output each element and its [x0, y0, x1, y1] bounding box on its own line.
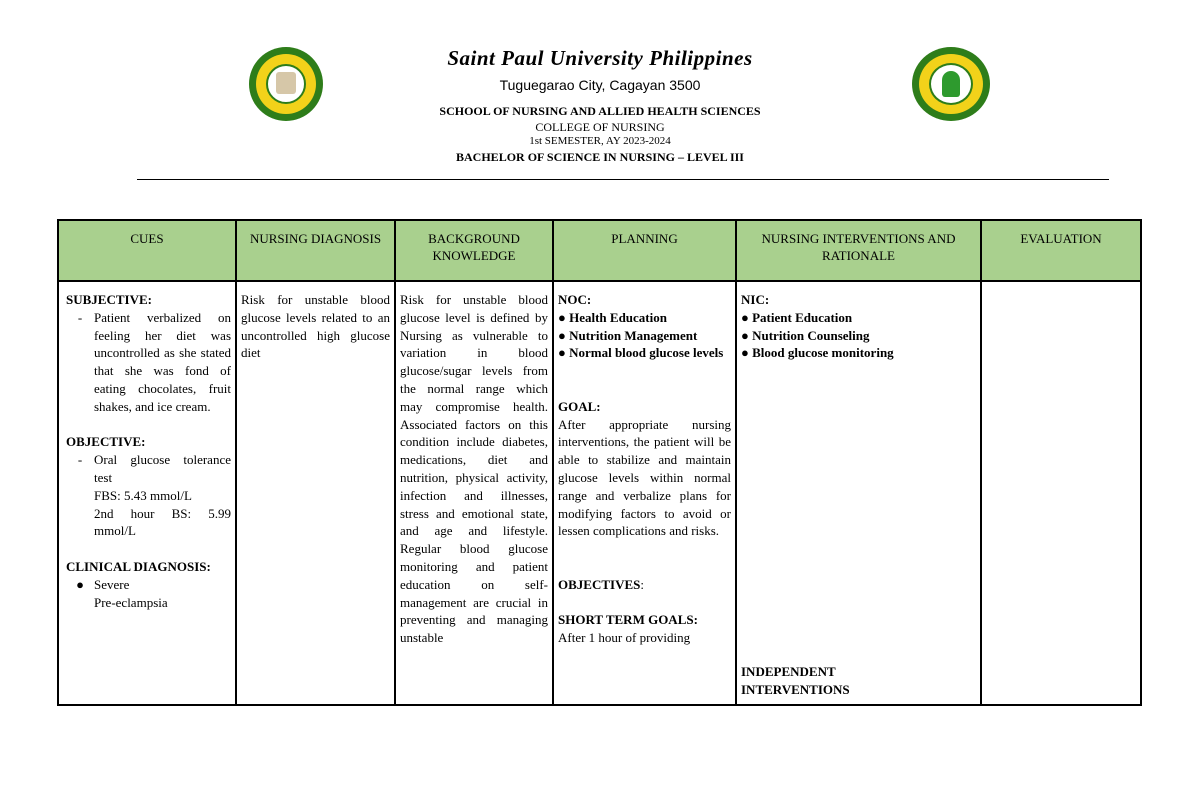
semester-line: 1st SEMESTER, AY 2023-2024 — [529, 135, 671, 147]
cues-cell — [58, 281, 236, 705]
table-row — [58, 281, 1141, 705]
noc-item: ● Health Education — [558, 309, 667, 325]
nic-item: ● Blood glucose monitoring — [741, 345, 894, 361]
noc-item: ● Nutrition Management — [558, 327, 698, 343]
objective-2hr-bs: 2nd hour BS: 5.99 mmol/L — [94, 505, 231, 539]
clinical-diagnosis-label: CLINICAL DIAGNOSIS: — [66, 558, 211, 574]
col-header-cues: CUES — [58, 220, 236, 281]
independent-interventions-label: INDEPENDENT INTERVENTIONS — [741, 664, 850, 695]
university-name: Saint Paul University Philippines — [447, 46, 753, 70]
diagnosis-text: Risk for unstable blood glucose levels related to an uncontrolled high glucose diet — [241, 292, 390, 361]
subjective-label: SUBJECTIVE: — [66, 292, 152, 307]
clinical-diagnosis-line2: Pre-eclampsia — [94, 594, 168, 610]
nic-label: NIC: — [741, 292, 770, 307]
subjective-item — [66, 309, 231, 416]
background-text: Risk for unstable blood glucose level is defined by Nursing as vulnerable to variation in blood glucose/sugar levels from the normal range which may compromise health. Associated factors on this condition include diabetes, medications, diet and nutrition, physical activity, infection and illnesses, stress and emotional state, and age and lifestyle. Regular blood glucose monitoring and patient education on self-management are crucial in preventing and managing unstable — [400, 292, 548, 646]
background-cell — [395, 281, 553, 705]
interventions-cell — [736, 281, 981, 705]
university-address: Tuguegarao City, Cagayan 3500 — [499, 77, 701, 93]
bullet-marker: ● — [76, 576, 84, 592]
objective-label: OBJECTIVE: — [66, 434, 146, 450]
col-header-interventions: NURSING INTERVENTIONS AND RATIONALE — [736, 220, 981, 281]
noc-label: NOC: — [558, 292, 592, 307]
diagnosis-cell — [236, 281, 395, 705]
dash-marker: - — [77, 452, 83, 468]
evaluation-cell — [981, 281, 1141, 705]
planning-cell — [553, 281, 736, 705]
nursing-care-plan-table — [57, 219, 1142, 706]
short-term-goals-text: After 1 hour of providing — [558, 630, 691, 646]
header-divider — [137, 179, 1109, 180]
col-header-diagnosis: NURSING DIAGNOSIS — [236, 220, 395, 281]
objectives-heading: OBJECTIVES: — [558, 576, 644, 592]
clinical-diagnosis-line1: Severe — [94, 576, 130, 592]
objective-fbs: FBS: 5.43 mmol/L — [94, 487, 192, 503]
short-term-goals-label: SHORT TERM GOALS: — [558, 612, 698, 628]
col-header-background: BACKGROUND KNOWLEDGE — [395, 220, 553, 281]
nic-item: ● Nutrition Counseling — [741, 327, 870, 343]
program-line: BACHELOR OF SCIENCE IN NURSING – LEVEL III — [456, 150, 744, 164]
objective-test: Oral glucose tolerance test — [94, 452, 231, 485]
clinical-diagnosis-item — [66, 576, 231, 612]
objectives-label: OBJECTIVES — [558, 576, 641, 592]
col-header-evaluation: EVALUATION — [981, 220, 1141, 281]
nic-item: ● Patient Education — [741, 309, 853, 325]
subjective-text: Patient verbalized on feeling her diet was uncontrolled as she stated that she was fond of eating chocolates, fruit shakes, and ice cream. — [94, 309, 231, 414]
dash-marker: - — [77, 309, 83, 325]
goal-label: GOAL: — [558, 398, 601, 414]
college-name: COLLEGE OF NURSING — [535, 120, 665, 134]
col-header-planning: PLANNING — [553, 220, 736, 281]
table-header-row — [58, 220, 1141, 281]
goal-text: After appropriate nursing interventions, the patient will be able to stabilize and maintain glucose levels within normal range and verbalize plans for modifying factors to avoid or lessen complications and risks. — [558, 416, 731, 539]
noc-item: ● Normal blood glucose levels — [558, 345, 724, 361]
objective-item — [66, 451, 231, 540]
school-name: SCHOOL OF NURSING AND ALLIED HEALTH SCIENCES — [439, 104, 761, 118]
